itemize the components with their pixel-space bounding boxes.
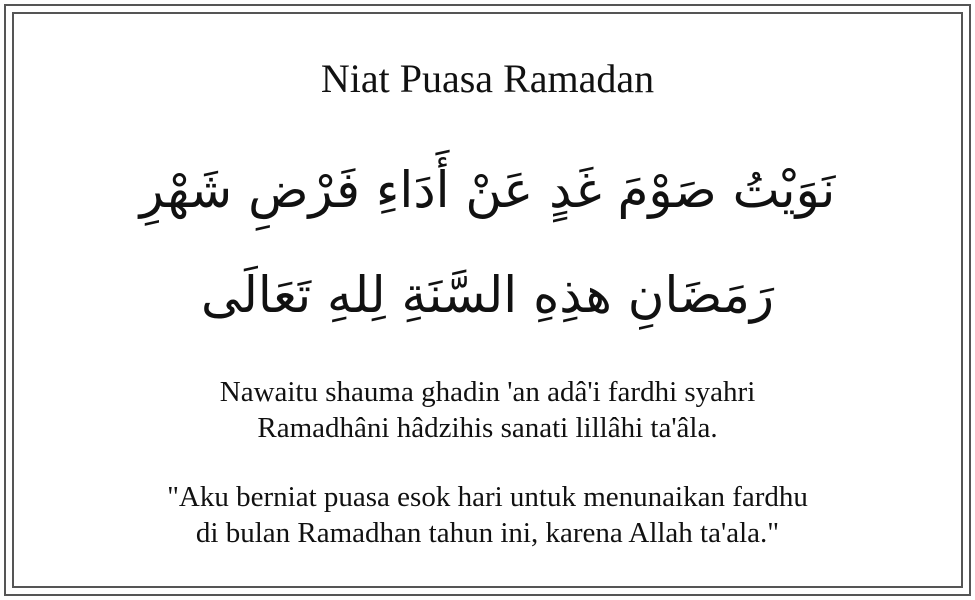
translation-line-2: di bulan Ramadhan tahun ini, karena Allah ta'ala." [195,517,780,549]
translation-line-1: "Aku berniat puasa esok hari untuk menunaikan fardhu [167,481,808,513]
arabic-text-line-1: نَوَيْتُ صَوْمَ غَدٍ عَنْ أَدَاءِ فَرْضِ شَهْرِ [139,161,836,219]
transliteration-line-1: Nawaitu shauma ghadin 'an adâ'i fardhi syahri [219,376,756,408]
transliteration-line-2: Ramadhâni hâdzihis sanati lillâhi ta'âla. [257,412,718,444]
page-title: Niat Puasa Ramadan [320,56,655,101]
arabic-text-line-2: رَمَضَانِ هذِهِ السَّنَةِ لِلهِ تَعَالَى [200,266,775,324]
